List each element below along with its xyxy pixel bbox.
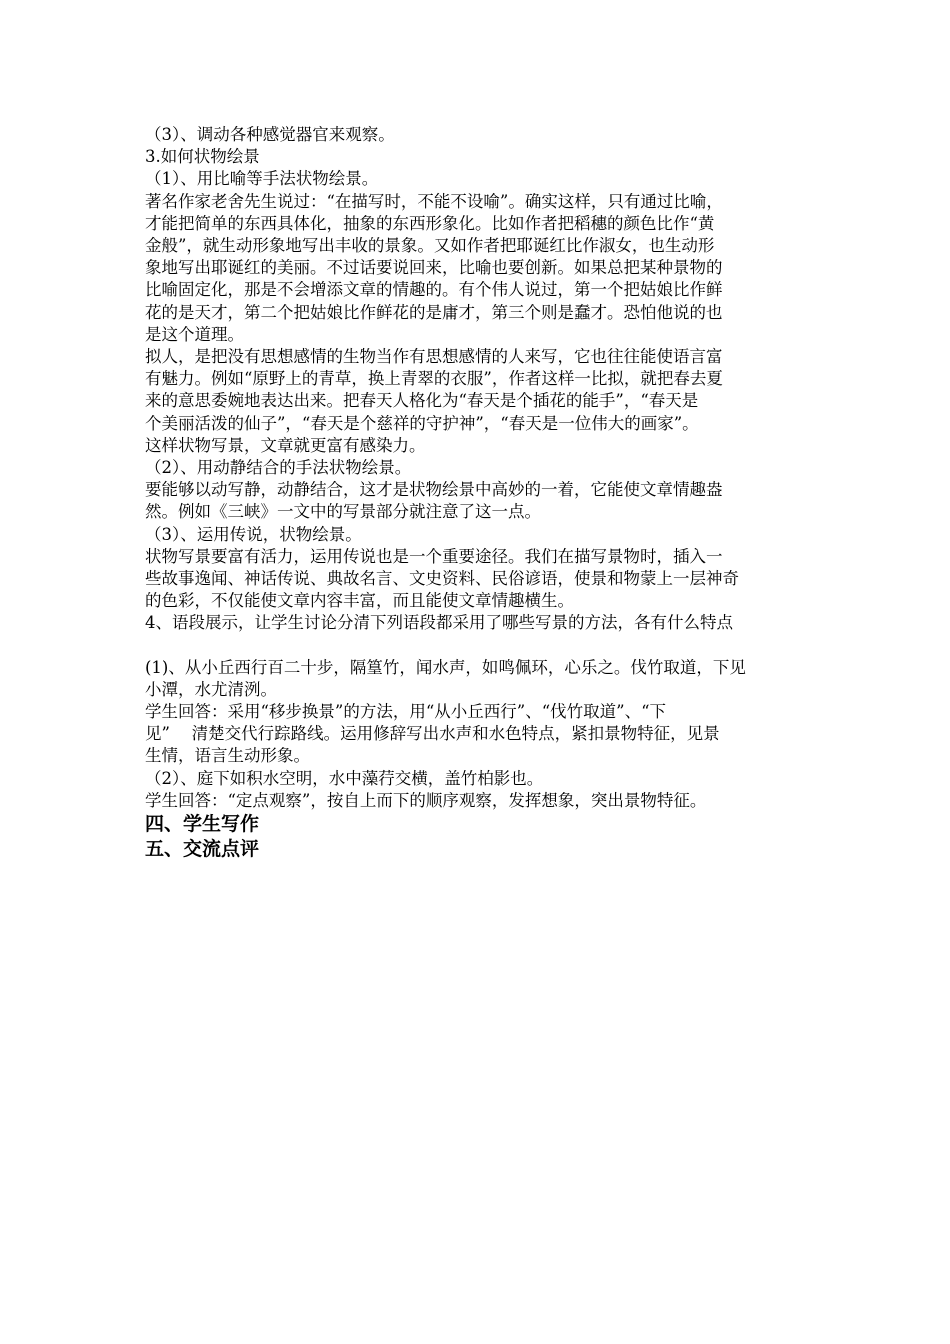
example-passage-1 xyxy=(145,657,810,701)
paragraph-personification xyxy=(145,346,810,457)
text-line: 个美丽活泼的仙子”，“春天是个慈祥的守护神”，“春天是一位伟大的画家”。 xyxy=(145,413,699,433)
section-4-title: 4、语段展示，让学生讨论分清下列语段都采用了哪些写景的方法，各有什么特点 xyxy=(145,613,733,633)
text-line: 著名作家老舍先生说过：“在描写时，不能不设喻”。确实这样，只有通过比喻， xyxy=(145,191,723,211)
text-line-observe-senses: （3）、调动各种感觉器官来观察。 xyxy=(145,125,395,144)
text-line: 是这个道理。 xyxy=(145,324,244,344)
text-line: 有魅力。例如“原野上的青草，换上青翠的衣服”，作者这样一比拟，就把春去夏 xyxy=(145,369,723,389)
subsection-motion-stillness: （2）、用动静结合的手法状物绘景。 xyxy=(145,458,412,478)
text-line: (1)、从小丘西行百二十步，隔篁竹，闻水声，如鸣佩环，心乐之。伐竹取道，下见 xyxy=(145,657,746,677)
paragraph-legends xyxy=(145,546,810,613)
text-line: 的色彩，不仅能使文章内容丰富，而且能使文章情趣横生。 xyxy=(145,591,574,611)
example-passage-2: （2）、庭下如积水空明，水中藻荇交横，盖竹柏影也。 xyxy=(145,768,544,788)
blank-line xyxy=(145,635,810,657)
text-line: 拟人，是把没有思想感情的生物当作有思想感情的人来写，它也往往能使语言富 xyxy=(145,347,723,367)
text-line: 比喻固定化，那是不会增添文章的情趣的。有个伟人说过，第一个把姑娘比作鲜 xyxy=(145,280,723,300)
heading-student-writing: 四、学生写作 xyxy=(145,813,260,836)
text-line: 状物写景要富有活力，运用传说也是一个重要途径。我们在描写景物时，插入一 xyxy=(145,546,723,566)
text-line: 学生回答：采用“移步换景”的方法，用“从小丘西行”、“伐竹取道”、“下 xyxy=(145,702,667,722)
section-3-title: 3.如何状物绘景 xyxy=(145,147,260,167)
text-line: 见” 清楚交代行踪路线。运用修辞写出水声和水色特点，紧扣景物特征，见景 xyxy=(145,724,720,744)
text-line: 然。例如《三峡》一文中的写景部分就注意了这一点。 xyxy=(145,502,541,522)
text-line: 些故事逸闻、神话传说、典故名言、文史资料、民俗谚语，使景和物蒙上一层神奇 xyxy=(145,569,739,589)
paragraph-motion-stillness xyxy=(145,479,810,523)
student-answer-2: 学生回答：“定点观察”，按自上而下的顺序观察，发挥想象，突出景物特征。 xyxy=(145,790,707,810)
student-answer-1 xyxy=(145,701,810,768)
document-body xyxy=(145,124,810,862)
text-line: 象地写出耶诞红的美丽。不过话要说回来，比喻也要创新。如果总把某种景物的 xyxy=(145,258,723,278)
text-line: 小潭，水尤清洌。 xyxy=(145,679,277,699)
text-line: 要能够以动写静，动静结合，这才是状物绘景中高妙的一着，它能使文章情趣盎 xyxy=(145,480,723,500)
text-line: 这样状物写景，文章就更富有感染力。 xyxy=(145,435,426,455)
text-line: 生情，语言生动形象。 xyxy=(145,746,310,766)
text-line: 花的是天才，第二个把姑娘比作鲜花的是庸才，第三个则是蠢才。恐怕他说的也 xyxy=(145,302,723,322)
text-line: 金般”，就生动形象地写出丰收的景象。又如作者把耶诞红比作淑女，也生动形 xyxy=(145,236,715,256)
paragraph-metaphor xyxy=(145,191,810,346)
text-line: 来的意思委婉地表达出来。把春天人格化为“春天是个插花的能手”，“春天是 xyxy=(145,391,699,411)
text-line: 才能把简单的东西具体化，抽象的东西形象化。比如作者把稻穗的颜色比作“黄 xyxy=(145,213,715,233)
heading-exchange-review: 五、交流点评 xyxy=(145,838,260,861)
subsection-metaphor: （1）、用比喻等手法状物绘景。 xyxy=(145,169,379,189)
subsection-legends: （3）、运用传说，状物绘景。 xyxy=(145,524,362,544)
